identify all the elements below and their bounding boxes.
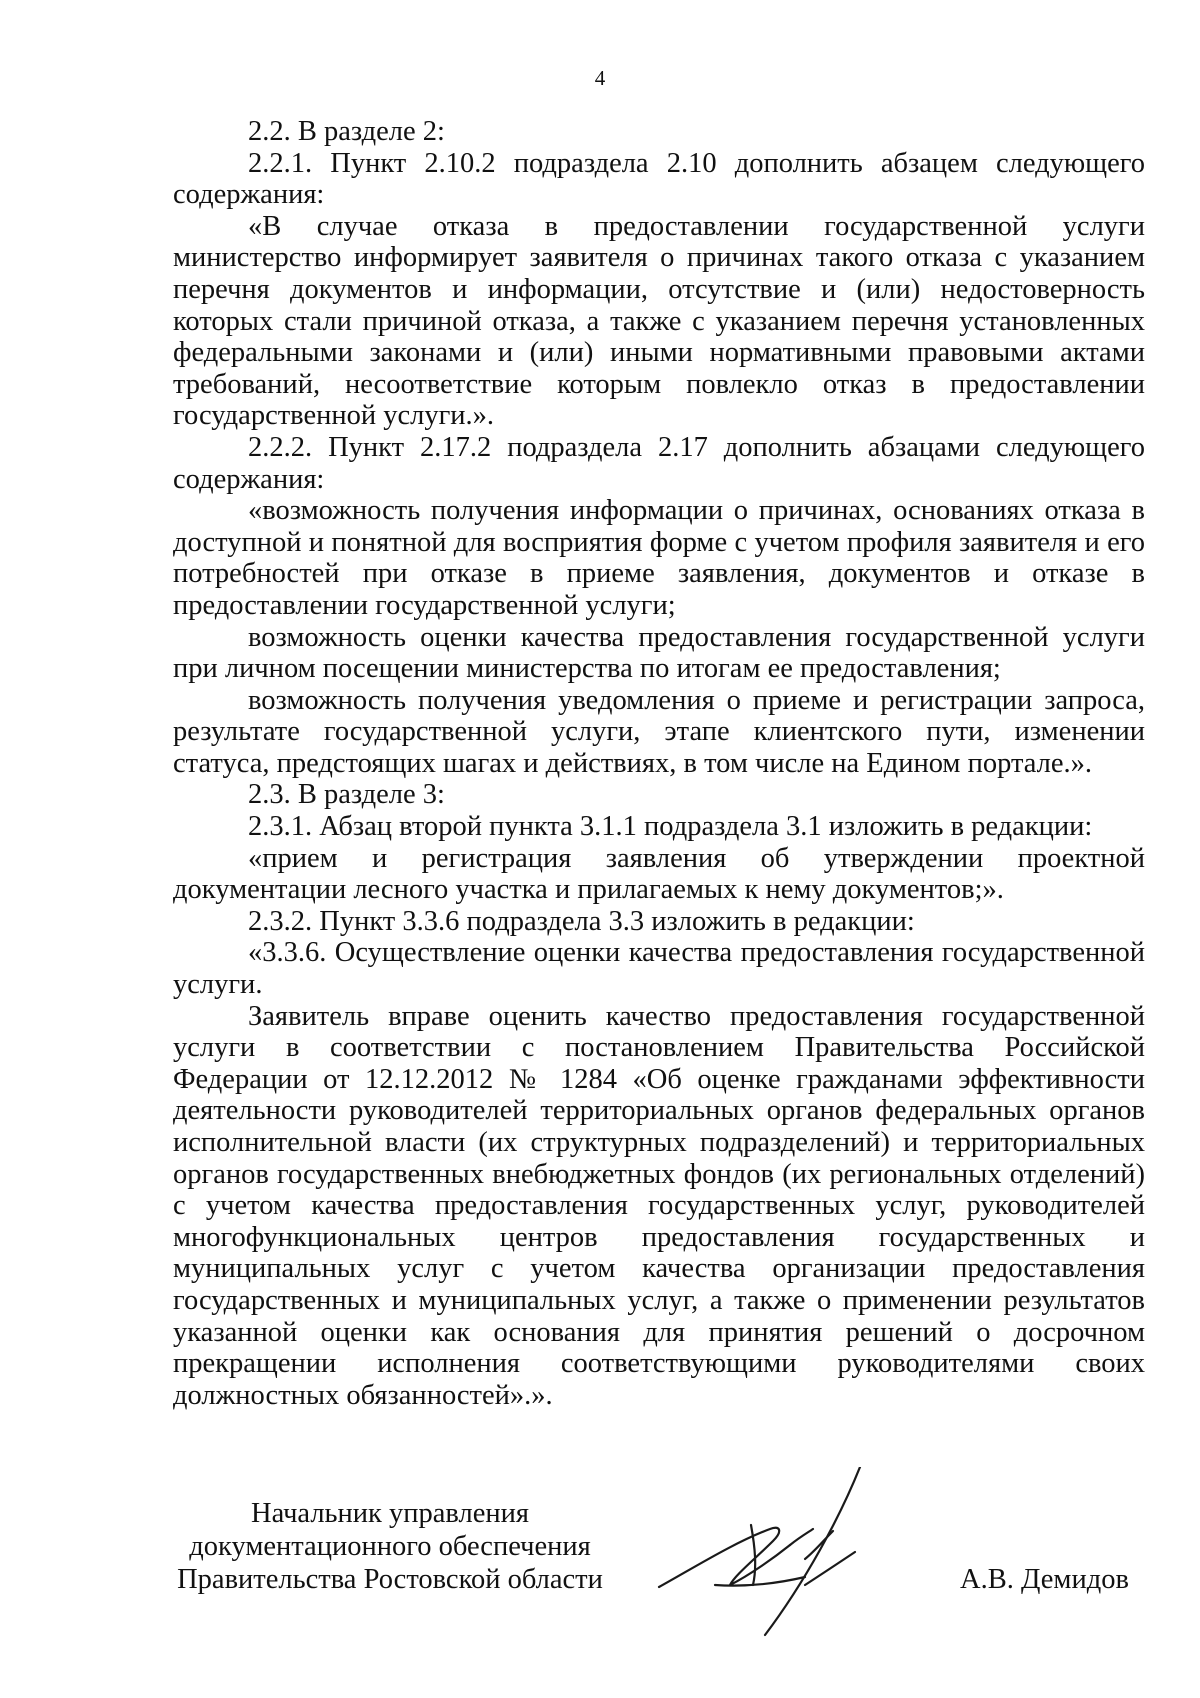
position-line: Начальник управления <box>251 1498 529 1529</box>
paragraph: 2.2. В разделе 2: <box>248 116 445 147</box>
handwritten-signature <box>655 1467 915 1637</box>
paragraph: «прием и регистрация заявления об утверждении проектной документации лесного участка и прилагаемых к нему документов;». <box>173 842 1145 906</box>
signatory-position <box>175 1497 605 1596</box>
paragraph: 2.2.1. Пункт 2.10.2 подраздела 2.10 дополнить абзацем следующего содержания: <box>173 147 1145 211</box>
paragraph: возможность оценки качества предоставления государственной услуги при личном посещении министерства по итогам ее предоставления; <box>173 621 1145 685</box>
signatory-name: А.В. Демидов <box>960 1564 1129 1595</box>
paragraph: возможность получения уведомления о приеме и регистрации запроса, результате государственной услуги, этапе клиентского пути, изменении статуса, предстоящих шагах и действиях, в том числе на Едином портале.». <box>173 684 1145 779</box>
paragraph: 2.3.1. Абзац второй пункта 3.1.1 подраздела 3.1 изложить в редакции: <box>248 811 1093 843</box>
document-body <box>173 116 1145 1411</box>
paragraph: Заявитель вправе оценить качество предоставления государственной услуги в соответствии с постановлением Правительства Российской Федерации от 12.12.2012 № 1284 «Об оценке гражданами эффективности деятельности руководителей территориальных органов федеральных органов исполнительной власти (их структурных подразделений) и территориальных органов государственных внебюджетных фондов (их региональных отделений) с учетом качества предоставления государственных услуг, руководителей многофункциональных центров предоставления государственных и муниципальных услуг с учетом качества организации предоставления государственных и муниципальных услуг, а также о применении результатов указанной оценки как основания для принятия решений о досрочном прекращении исполнения соответствующими руководителями своих должностных обязанностей».». <box>173 1000 1145 1411</box>
position-line: Правительства Ростовской области <box>177 1564 603 1595</box>
paragraph: «3.3.6. Осуществление оценки качества предоставления государственной услуги. <box>173 937 1145 1001</box>
paragraph: «В случае отказа в предоставлении государственной услуги министерство информирует заявителя о причинах такого отказа с указанием перечня документов и информации, отсутствие и (или) недостоверность которых стали причиной отказа, а также с указанием перечня установленных федеральными законами и (или) иными нормативными правовыми актами требований, несоответствие которым повлекло отказ в предоставлении государственной услуги.». <box>173 210 1145 432</box>
page-number: 4 <box>594 66 606 90</box>
paragraph: 2.3.2. Пункт 3.3.6 подраздела 3.3 изложить в редакции: <box>248 905 915 937</box>
paragraph: 2.3. В разделе 3: <box>248 779 445 811</box>
paragraph: 2.2.2. Пункт 2.17.2 подраздела 2.17 дополнить абзацами следующего содержания: <box>173 431 1145 495</box>
position-line: документационного обеспечения <box>189 1531 591 1562</box>
paragraph: «возможность получения информации о причинах, основаниях отказа в доступной и понятной для восприятия форме с учетом профиля заявителя и его потребностей при отказе в приеме заявления, документов и отказе в предоставлении государственной услуги; <box>173 495 1145 621</box>
